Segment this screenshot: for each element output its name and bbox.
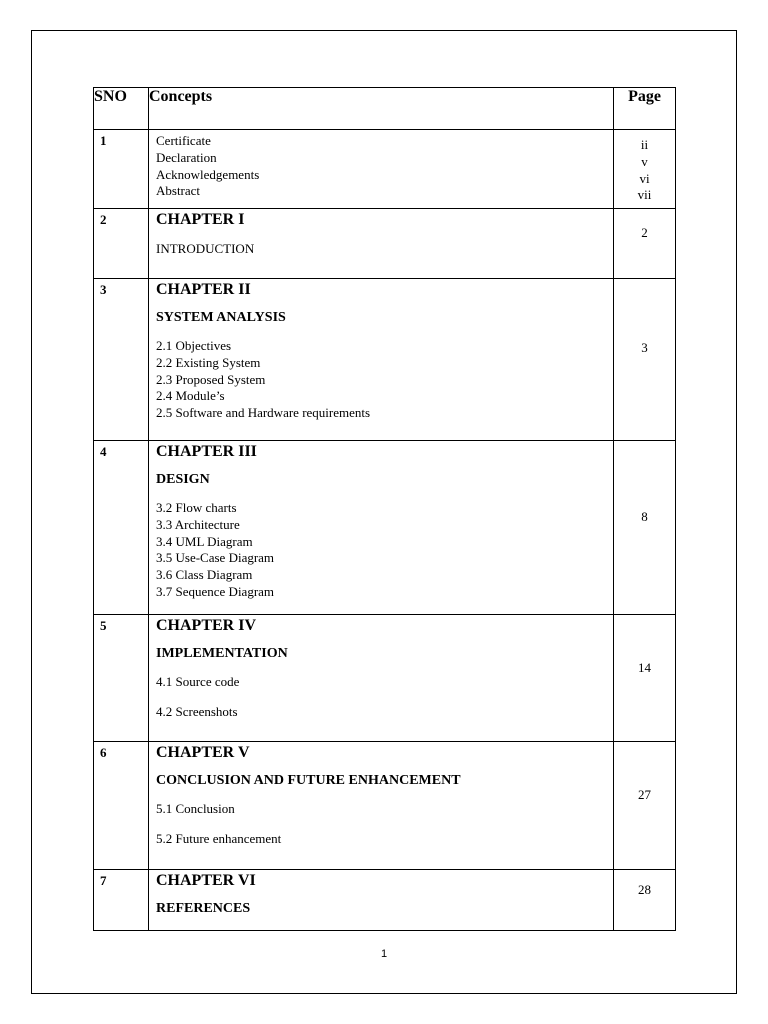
section-item: 3.3 Architecture	[156, 516, 240, 532]
row-concepts	[149, 615, 614, 742]
row-page: 27	[614, 742, 676, 870]
front-item-declaration: Declaration	[156, 149, 217, 165]
row-sno: 2	[94, 209, 149, 279]
row-sno: 3	[94, 279, 149, 441]
chapter-heading: CHAPTER V	[156, 744, 250, 761]
table-header-row	[94, 88, 676, 130]
row-page: 28	[614, 870, 676, 931]
header-page: Page	[614, 88, 676, 130]
table-row	[94, 130, 676, 209]
front-item-acknowledgements: Acknowledgements	[156, 166, 260, 182]
section-item: 2.4 Module’s	[156, 388, 225, 404]
table-row	[94, 870, 676, 931]
chapter-title: INTRODUCTION	[156, 241, 255, 256]
page-ref: vii	[637, 187, 652, 203]
chapter-heading: CHAPTER III	[156, 443, 257, 460]
row-concepts	[149, 742, 614, 870]
row-page: 2	[614, 209, 676, 279]
section-item: 4.2 Screenshots	[156, 703, 238, 719]
row-concepts	[149, 870, 614, 931]
chapter-title: REFERENCES	[156, 901, 251, 916]
row-page: 8	[614, 441, 676, 615]
chapter-title: DESIGN	[156, 472, 210, 487]
table-row	[94, 742, 676, 870]
row-concepts	[149, 209, 614, 279]
row-sno: 6	[94, 742, 149, 870]
table-row	[94, 615, 676, 742]
row-page: 14	[614, 615, 676, 742]
row-sno: 5	[94, 615, 149, 742]
chapter-heading: CHAPTER IV	[156, 617, 257, 634]
header-sno: SNO	[94, 88, 149, 130]
row-concepts	[149, 441, 614, 615]
front-item-abstract: Abstract	[156, 183, 201, 199]
row-pages	[614, 130, 676, 209]
page-number: 1	[380, 948, 388, 960]
section-item: 2.2 Existing System	[156, 354, 261, 370]
page-ref: ii	[640, 137, 649, 152]
section-item: 3.4 UML Diagram	[156, 533, 253, 549]
page-ref: vi	[639, 170, 650, 186]
section-item: 2.5 Software and Hardware requirements	[156, 405, 371, 421]
section-item: 3.6 Class Diagram	[156, 567, 253, 583]
row-sno: 1	[94, 130, 149, 209]
chapter-heading: CHAPTER VI	[156, 872, 256, 889]
section-item: 2.3 Proposed System	[156, 371, 266, 387]
section-item: 5.2 Future enhancement	[156, 830, 282, 846]
table-row	[94, 441, 676, 615]
table-row	[94, 209, 676, 279]
row-concepts	[149, 279, 614, 441]
section-item: 2.1 Objectives	[156, 338, 232, 353]
row-concepts	[149, 130, 614, 209]
section-item: 3.2 Flow charts	[156, 500, 237, 515]
table-of-contents	[93, 87, 676, 931]
front-item-certificate: Certificate	[156, 133, 211, 148]
header-concepts: Concepts	[149, 88, 614, 130]
page-ref: v	[641, 153, 648, 169]
chapter-heading: CHAPTER II	[156, 281, 251, 298]
chapter-title: IMPLEMENTATION	[156, 646, 288, 661]
chapter-title: SYSTEM ANALYSIS	[156, 310, 286, 325]
section-item: 3.7 Sequence Diagram	[156, 583, 275, 599]
chapter-heading: CHAPTER I	[156, 211, 245, 228]
row-sno: 4	[94, 441, 149, 615]
chapter-title: CONCLUSION AND FUTURE ENHANCEMENT	[156, 773, 461, 788]
row-page: 3	[614, 279, 676, 441]
table-row	[94, 279, 676, 441]
section-item: 3.5 Use-Case Diagram	[156, 550, 275, 566]
section-item: 4.1 Source code	[156, 674, 240, 689]
section-item: 5.1 Conclusion	[156, 801, 235, 816]
row-sno: 7	[94, 870, 149, 931]
